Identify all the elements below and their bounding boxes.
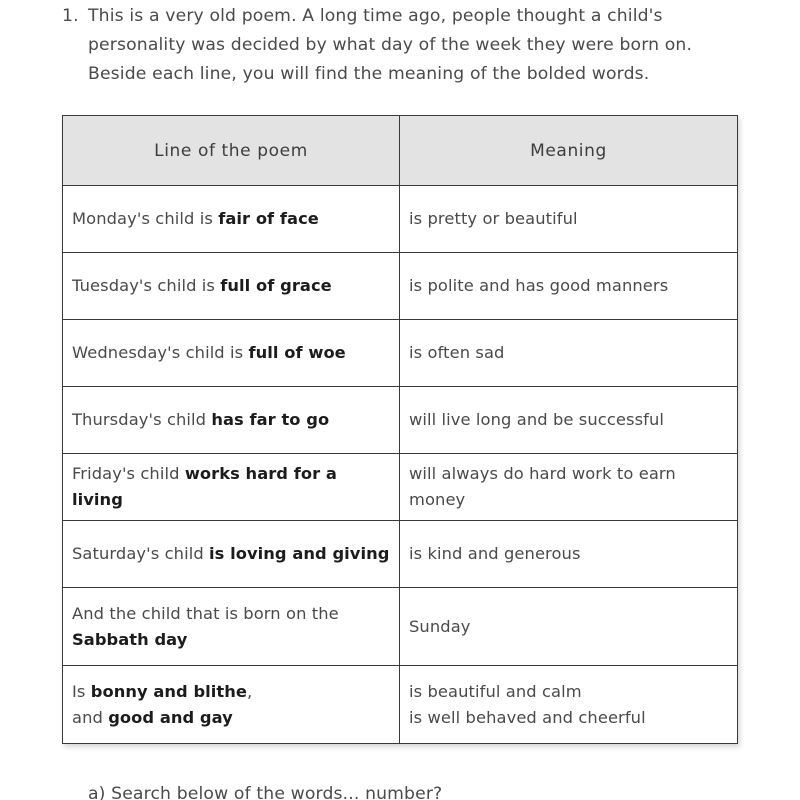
meaning-cell	[400, 186, 738, 253]
poem-line-bold: full of grace	[220, 276, 332, 295]
meaning-cell	[400, 253, 738, 320]
question-text: This is a very old poem. A long time ago, people thought a child's personality was decided by what day of the week they were born on. Beside each line, you will find the meaning of the bolded words.	[88, 6, 693, 84]
poem-line-bold: is loving and giving	[209, 544, 390, 563]
poem-line2-plain: and	[72, 707, 109, 727]
table-row	[63, 186, 738, 253]
meaning-cell	[400, 588, 738, 666]
poem-line-plain: Wednesday's child is	[72, 343, 249, 362]
meaning-line-1: is beautiful and calm	[409, 681, 582, 701]
poem-line-cell	[63, 320, 400, 387]
next-question-cutoff: a) Search below of the words... number?	[88, 784, 443, 800]
meaning-line-1: is pretty or beautiful	[409, 209, 578, 228]
table-row	[63, 320, 738, 387]
poem-line-plain: Saturday's child	[72, 544, 210, 563]
table-row	[63, 454, 738, 521]
poem-line-plain: And the child that is born on the	[72, 603, 339, 623]
meaning-line-1: Sunday	[409, 616, 471, 636]
poem-line-cell	[63, 387, 400, 454]
column-header-line-of-the-poem: Line of the poem	[63, 116, 400, 186]
poem-line-second	[72, 705, 390, 731]
table-body	[63, 186, 738, 744]
meaning-line-2: is well behaved and cheerful	[409, 707, 646, 727]
poem-line-bold: full of woe	[248, 343, 346, 362]
poem-line-plain: Tuesday's child is	[72, 276, 221, 295]
poem-line-cell	[63, 253, 400, 320]
table-row	[63, 387, 738, 454]
poem-line-cell	[63, 666, 400, 744]
poem-line-plain: Friday's child	[72, 464, 185, 483]
meaning-line-1: is often sad	[409, 343, 505, 362]
question-intro	[62, 2, 752, 89]
table-row	[63, 666, 738, 744]
meaning-cell	[400, 387, 738, 454]
meaning-cell	[400, 521, 738, 588]
poem-line-after: ,	[247, 681, 253, 701]
question-number: 1.	[62, 6, 79, 26]
poem-line-cell	[63, 521, 400, 588]
meaning-line-1: is kind and generous	[409, 544, 581, 563]
table-header-row	[63, 116, 738, 186]
table-row	[63, 521, 738, 588]
poem-line-bold: works hard for a living	[72, 464, 337, 509]
table-row	[63, 253, 738, 320]
poem-line-plain: Monday's child is	[72, 209, 219, 228]
table-row	[63, 588, 738, 666]
poem-line-bold: fair of face	[218, 209, 319, 228]
meaning-line-1: will live long and be successful	[409, 410, 665, 429]
poem-line-cell	[63, 454, 400, 521]
poem-line-plain: Is	[72, 681, 91, 701]
poem-line-bold: has far to go	[211, 410, 330, 429]
meaning-cell	[400, 320, 738, 387]
poem-meaning-table	[62, 115, 738, 744]
meaning-line-1: will always do hard work to earn money	[409, 464, 676, 509]
poem-line-cell	[63, 186, 400, 253]
poem-line-bold: bonny and blithe	[90, 681, 248, 701]
poem-line2-bold: good and gay	[108, 707, 233, 727]
poem-line-plain: Thursday's child	[72, 410, 212, 429]
column-header-meaning: Meaning	[400, 116, 738, 186]
meaning-line-1: is polite and has good manners	[409, 276, 669, 295]
meaning-cell	[400, 666, 738, 744]
poem-line-bold: Sabbath day	[72, 629, 188, 649]
poem-line-first	[72, 679, 390, 705]
meaning-cell	[400, 454, 738, 521]
poem-line-cell	[63, 588, 400, 666]
